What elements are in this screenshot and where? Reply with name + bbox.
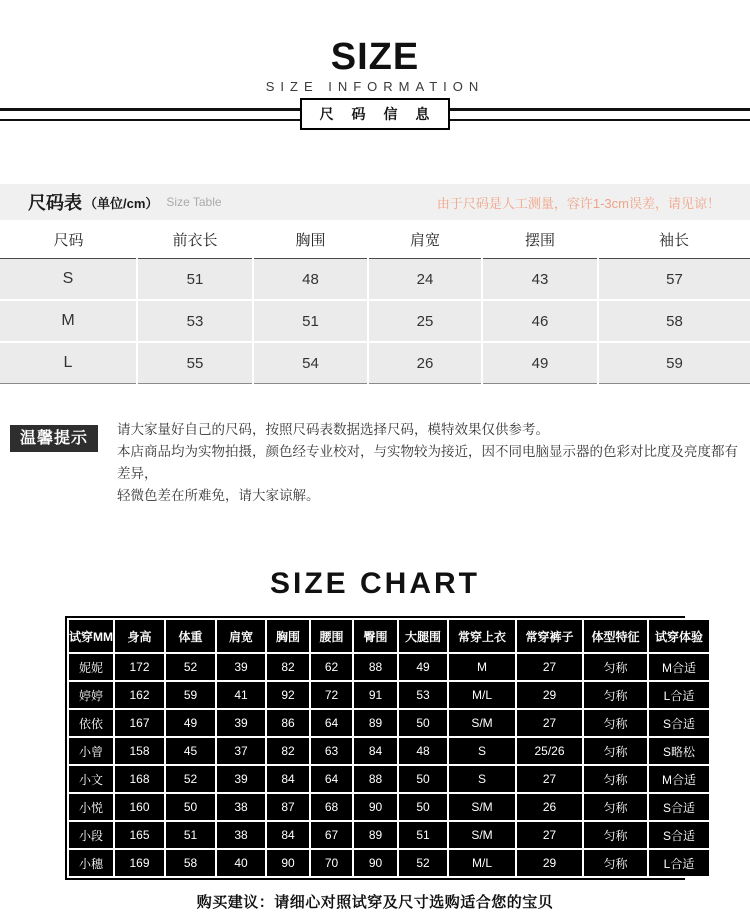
table-cell: S合适 <box>649 794 709 820</box>
table-cell: 依依 <box>69 710 113 736</box>
table-cell: 匀称 <box>584 738 647 764</box>
table-cell: 58 <box>598 300 750 342</box>
table-cell: 88 <box>354 766 397 792</box>
table-cell: 50 <box>399 794 447 820</box>
table-cell: 41 <box>217 682 265 708</box>
column-header: 大腿围 <box>399 620 447 652</box>
table-cell: 89 <box>354 822 397 848</box>
table-cell: 64 <box>311 710 352 736</box>
table-cell: 89 <box>354 710 397 736</box>
table-row <box>69 654 709 680</box>
table-cell: 52 <box>399 850 447 876</box>
table-row <box>69 738 709 764</box>
table-cell: 70 <box>311 850 352 876</box>
table-cell: 50 <box>399 766 447 792</box>
table-cell: 48 <box>253 259 368 301</box>
table-row <box>0 259 750 301</box>
table-cell: 90 <box>354 794 397 820</box>
table-cell: 53 <box>399 682 447 708</box>
size-table-unit: （单位/cm） <box>84 195 159 211</box>
table-cell: S <box>449 738 515 764</box>
divider-line-right <box>450 108 750 121</box>
table-cell: 49 <box>399 654 447 680</box>
column-header: 常穿裤子 <box>517 620 582 652</box>
table-cell: 小文 <box>69 766 113 792</box>
column-header: 肩宽 <box>368 220 482 259</box>
table-cell: 52 <box>166 654 215 680</box>
table-cell: 68 <box>311 794 352 820</box>
table-cell: 27 <box>517 654 582 680</box>
table-cell: 匀称 <box>584 822 647 848</box>
size-chart-heading: SIZE CHART <box>270 567 480 600</box>
column-header: 体重 <box>166 620 215 652</box>
table-cell: 匀称 <box>584 710 647 736</box>
column-header: 袖长 <box>598 220 750 259</box>
table-cell: 86 <box>267 710 309 736</box>
table-cell: 53 <box>137 300 253 342</box>
table-cell: S合适 <box>649 710 709 736</box>
table-cell: 59 <box>166 682 215 708</box>
table-cell: 25 <box>368 300 482 342</box>
table-cell: 63 <box>311 738 352 764</box>
table-cell: 62 <box>311 654 352 680</box>
table-cell: 婷婷 <box>69 682 113 708</box>
tip-line: 本店商品均为实物拍摄，颜色经专业校对，与实物较为接近，因不同电脑显示器的色彩对比度及亮度都有差异， <box>117 444 739 481</box>
table-cell: 50 <box>166 794 215 820</box>
table-cell: 172 <box>115 654 164 680</box>
table-cell: M/L <box>449 682 515 708</box>
table-cell: 54 <box>253 342 368 384</box>
table-cell: 38 <box>217 794 265 820</box>
table-cell: 51 <box>253 300 368 342</box>
table-cell: 29 <box>517 682 582 708</box>
table-cell: 160 <box>115 794 164 820</box>
table-cell: 59 <box>598 342 750 384</box>
table-cell: 88 <box>354 654 397 680</box>
table-cell: 51 <box>399 822 447 848</box>
table-cell: 25/26 <box>517 738 582 764</box>
table-cell: 165 <box>115 822 164 848</box>
table-row <box>0 342 750 384</box>
table-cell: 匀称 <box>584 850 647 876</box>
tips-section <box>0 419 750 507</box>
table-cell: 39 <box>217 654 265 680</box>
table-cell: 91 <box>354 682 397 708</box>
table-row <box>69 822 709 848</box>
measurement-notice: 由于尺码是人工测量，容许1-3cm误差，请见谅！ <box>436 195 720 211</box>
size-table-title: 尺码表 <box>28 193 82 213</box>
column-header: 试穿MM <box>69 620 113 652</box>
table-cell: 55 <box>137 342 253 384</box>
table-cell: 50 <box>399 710 447 736</box>
table-cell: 84 <box>354 738 397 764</box>
table-cell: 匀称 <box>584 766 647 792</box>
column-header: 试穿体验 <box>649 620 709 652</box>
table-cell: 87 <box>267 794 309 820</box>
table-cell: 匀称 <box>584 682 647 708</box>
column-header: 胸围 <box>267 620 309 652</box>
table-cell: 57 <box>598 259 750 301</box>
table-cell: 167 <box>115 710 164 736</box>
table-cell: 84 <box>267 766 309 792</box>
table-cell: M合适 <box>649 766 709 792</box>
table-cell: S/M <box>449 822 515 848</box>
table-cell: 67 <box>311 822 352 848</box>
table-cell: 92 <box>267 682 309 708</box>
table-row <box>69 710 709 736</box>
table-cell: 82 <box>267 654 309 680</box>
table-cell: S <box>0 259 137 301</box>
table-cell: 匀称 <box>584 654 647 680</box>
size-info-badge: 尺 码 信 息 <box>300 98 451 130</box>
table-cell: 49 <box>482 342 598 384</box>
table-cell: 168 <box>115 766 164 792</box>
table-cell: 90 <box>267 850 309 876</box>
table-cell: M/L <box>449 850 515 876</box>
table-cell: M合适 <box>649 654 709 680</box>
column-header: 尺码 <box>0 220 137 259</box>
table-row <box>69 794 709 820</box>
table-cell: 52 <box>166 766 215 792</box>
table-cell: 37 <box>217 738 265 764</box>
table-cell: L合适 <box>649 850 709 876</box>
tip-line: 轻微色差在所难免，请大家谅解。 <box>117 488 320 503</box>
table-header-row <box>0 220 750 259</box>
column-header: 腰围 <box>311 620 352 652</box>
table-row <box>0 300 750 342</box>
table-cell: 小穗 <box>69 850 113 876</box>
table-cell: 84 <box>267 822 309 848</box>
column-header: 摆围 <box>482 220 598 259</box>
table-cell: 90 <box>354 850 397 876</box>
tips-text <box>117 419 750 507</box>
table-cell: 39 <box>217 766 265 792</box>
header-divider <box>0 101 750 127</box>
table-cell: 小悦 <box>69 794 113 820</box>
table-header-row <box>69 620 709 652</box>
size-table-section <box>0 184 750 384</box>
column-header: 常穿上衣 <box>449 620 515 652</box>
table-cell: 39 <box>217 710 265 736</box>
divider-line-left <box>0 108 300 121</box>
table-cell: 29 <box>517 850 582 876</box>
table-cell: 169 <box>115 850 164 876</box>
table-cell: M <box>449 654 515 680</box>
table-cell: 27 <box>517 710 582 736</box>
table-cell: S略松 <box>649 738 709 764</box>
table-cell: L <box>0 342 137 384</box>
table-row <box>69 850 709 876</box>
table-cell: M <box>0 300 137 342</box>
table-cell: 妮妮 <box>69 654 113 680</box>
table-cell: 58 <box>166 850 215 876</box>
table-cell: 小曾 <box>69 738 113 764</box>
table-cell: 43 <box>482 259 598 301</box>
table-cell: 26 <box>368 342 482 384</box>
table-cell: 162 <box>115 682 164 708</box>
table-cell: S <box>449 766 515 792</box>
table-cell: 27 <box>517 822 582 848</box>
table-cell: 48 <box>399 738 447 764</box>
table-cell: S/M <box>449 794 515 820</box>
table-row <box>69 766 709 792</box>
page-header <box>0 0 750 127</box>
table-cell: 27 <box>517 766 582 792</box>
size-table-header-bar <box>0 184 750 220</box>
table-cell: 51 <box>137 259 253 301</box>
size-chart-table-frame <box>65 616 703 880</box>
table-cell: 40 <box>217 850 265 876</box>
table-cell: 158 <box>115 738 164 764</box>
column-header: 体型特征 <box>584 620 647 652</box>
table-cell: 82 <box>267 738 309 764</box>
table-cell: 46 <box>482 300 598 342</box>
table-cell: 49 <box>166 710 215 736</box>
table-cell: 匀称 <box>584 794 647 820</box>
table-cell: 64 <box>311 766 352 792</box>
size-chart-table <box>67 618 711 878</box>
table-cell: 38 <box>217 822 265 848</box>
table-cell: 24 <box>368 259 482 301</box>
column-header: 身高 <box>115 620 164 652</box>
table-row <box>69 682 709 708</box>
tip-line: 请大家量好自己的尺码，按照尺码表数据选择尺码，模特效果仅供参考。 <box>117 422 550 437</box>
purchase-advice: 购买建议：请细心对照试穿及尺寸选购适合您的宝贝 <box>196 894 554 911</box>
column-header: 前衣长 <box>137 220 253 259</box>
column-header: 胸围 <box>253 220 368 259</box>
tips-badge: 温馨提示 <box>10 425 98 452</box>
size-table-title-en: Size Table <box>166 195 222 209</box>
table-cell: 26 <box>517 794 582 820</box>
size-subheading: SIZE INFORMATION <box>265 79 485 94</box>
table-cell: S/M <box>449 710 515 736</box>
table-cell: L合适 <box>649 682 709 708</box>
size-table <box>0 220 750 384</box>
table-cell: 72 <box>311 682 352 708</box>
table-cell: 51 <box>166 822 215 848</box>
column-header: 臀围 <box>354 620 397 652</box>
table-cell: 45 <box>166 738 215 764</box>
size-heading: SIZE <box>330 36 420 78</box>
table-cell: 小段 <box>69 822 113 848</box>
column-header: 肩宽 <box>217 620 265 652</box>
table-cell: S合适 <box>649 822 709 848</box>
